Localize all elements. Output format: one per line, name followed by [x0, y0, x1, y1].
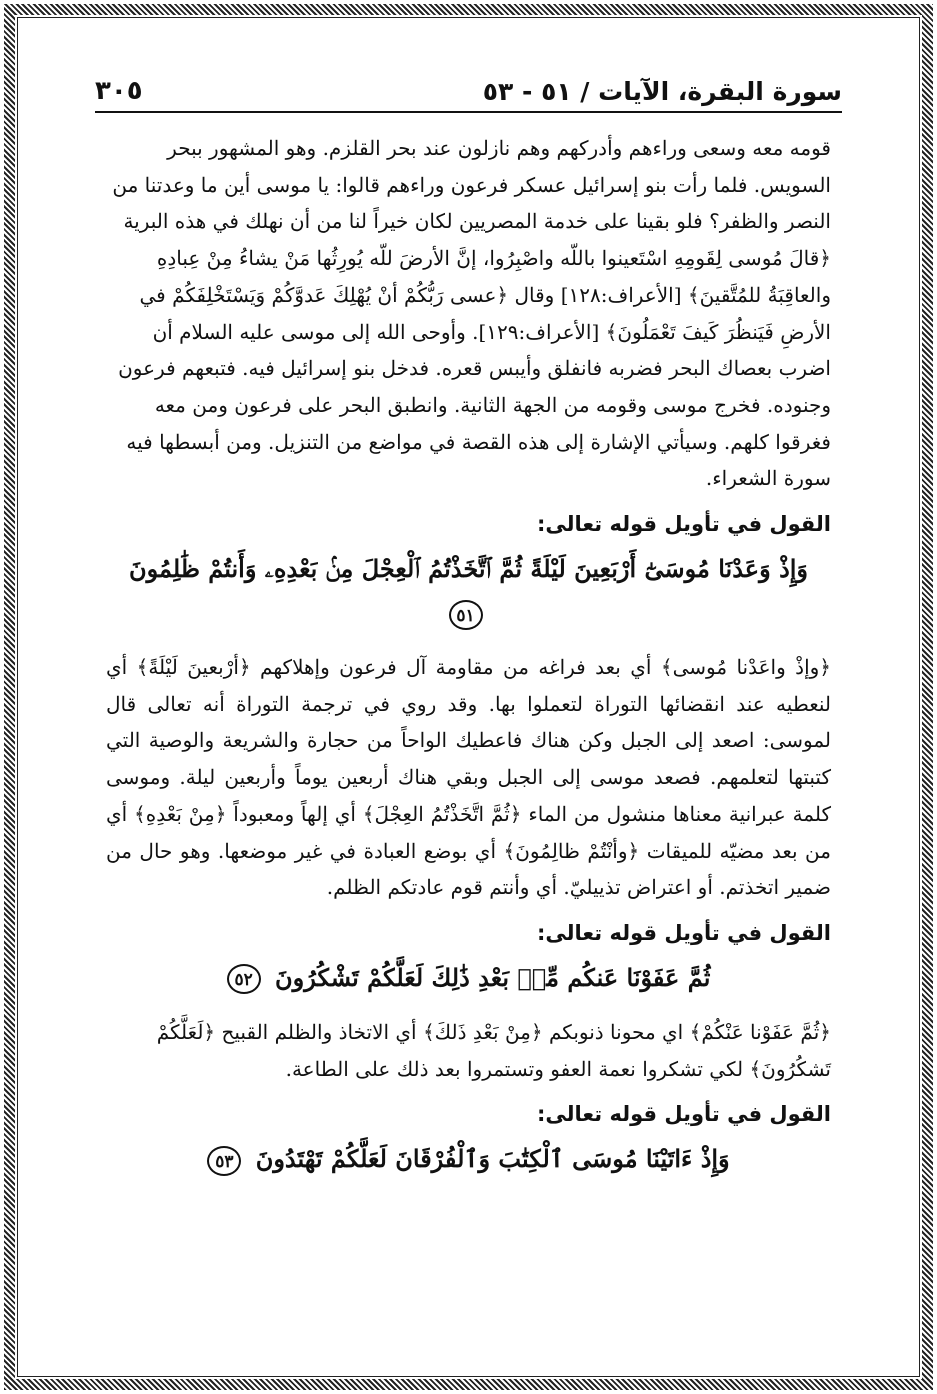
page-body — [106, 130, 831, 1195]
verse-text: وَإِذْ ءَاتَيْنَا مُوسَى ٱلْكِتَٰبَ وَٱلْفُرْقَانَ لَعَلَّكُمْ تَهْتَدُونَ — [255, 1144, 730, 1174]
header-divider — [95, 111, 842, 113]
verse-number-badge: ٥٣ — [207, 1146, 241, 1176]
page-header — [95, 66, 842, 106]
page-number: ٣٠٥ — [95, 76, 143, 106]
section-heading: القول في تأويل قوله تعالى: — [537, 512, 831, 537]
quran-verse-51 — [106, 547, 831, 635]
verse-number-badge: ٥٢ — [227, 964, 261, 994]
verse-text: ثُمَّ عَفَوْنَا عَنكُم مِّنۢ بَعْدِ ذَٰلِكَ لَعَلَّكُمْ تَشْكُرُونَ — [274, 962, 711, 992]
quran-verse-52 — [106, 956, 831, 1000]
commentary-paragraph: قومه معه وسعى وراءهم وأدركهم وهم نازلون عند بحر القلزم. وهو المشهور ببحر السويس. فلما رأت بنو إسرائيل عسكر فرعون وراءهم قالوا: يا موسى أين ما وعدتنا من النصر والظفر؟ فلو بقينا على خدمة المصريين لكان خيراً لنا من أن نهلك في هذه البرية ﴿قالَ مُوسى لِقَومِهِ اسْتَعينوا باللّه واصْبِرُوا، إنَّ الأرضَ للّه يُورِثُها مَنْ يشاءُ مِنْ عِبادِهِ والعاقِبَةُ للمُتَّقينَ﴾ [الأعراف:١٢٨] وقال ﴿عسى رَبُّكُمْ أنْ يُهْلِكَ عَدوَّكُمْ وَيَسْتَخْلِفَكُمْ في الأرضِ فَيَنظُرَ كَيفَ تَعْمَلُونَ﴾ [الأعراف:١٢٩]. وأوحى الله إلى موسى عليه السلام أن اضرب بعصاك البحر فضربه فانفلق وأيبس قعره. فدخل بنو إسرائيل فيه. فتبعهم فرعون وجنوده. فخرج موسى وقومه من الجهة الثانية. وانطبق البحر على فرعون ومن معه فغرقوا كلهم. وسيأتي الإشارة إلى هذه القصة في مواضع من التنزيل. ومن أبسطها فيه سورة الشعراء. — [112, 136, 831, 491]
section-heading: القول في تأويل قوله تعالى: — [537, 920, 831, 945]
verse-number-badge: ٥١ — [449, 600, 483, 630]
section-heading: القول في تأويل قوله تعالى: — [537, 1102, 831, 1127]
quran-verse-53 — [106, 1137, 831, 1181]
verse-text: وَإِذْ وَعَدْنَا مُوسَىٰٓ أَرْبَعِينَ لَيْلَةً ثُمَّ ٱتَّخَذْتُمُ ٱلْعِجْلَ مِنۢ بَعْدِهِۦ وَأَنتُمْ ظَٰلِمُونَ — [128, 554, 809, 584]
commentary-paragraph: ﴿وإذْ واعَدْنا مُوسى﴾ أي بعد فراغه من مقاومة آل فرعون وإهلاكهم ﴿أرْبعينَ لَيْلَةً﴾ أي لنعطيه عند انقضائها التوراة لتعملوا بها. وقد روي في ترجمة التوراة أنه تعالى قال لموسى: اصعد إلى الجبل وكن هناك فاعطيك الواحاً من حجارة والشريعة والوصية التي كتبتها لتعلمهم. فصعد موسى إلى الجبل وبقي هناك أربعين يوماً وأربعين ليلة. وموسى كلمة عبرانية معناها منشول من الماء ﴿ثُمَّ اتَّخَذْتُمُ العِجْلَ﴾ أي إلهاً ومعبوداً ﴿مِنْ بَعْدِهِ﴾ أي من بعد مضيّه للميقات ﴿وأنْتُمْ ظالِمُونَ﴾ أي بوضع العبادة في غير موضعها. وهو حال من ضمير اتخذتم. أو اعتراض تذييليّ. أي وأنتم قوم عادتكم الظلم. — [106, 655, 831, 900]
commentary-paragraph: ﴿ثُمَّ عَفَوْنا عَنْكُمْ﴾ اي محونا ذنوبكم ﴿مِنْ بَعْدِ ذَلكَ﴾ أي الاتخاذ والظلم القبيح ﴿لَعَلَّكُمْ تَشكُرُونَ﴾ لكي تشكروا نعمة العفو وتستمروا بعد ذلك على الطاعة. — [156, 1019, 831, 1081]
surah-title: سورة البقرة، الآيات / ٥١ - ٥٣ — [482, 77, 842, 106]
